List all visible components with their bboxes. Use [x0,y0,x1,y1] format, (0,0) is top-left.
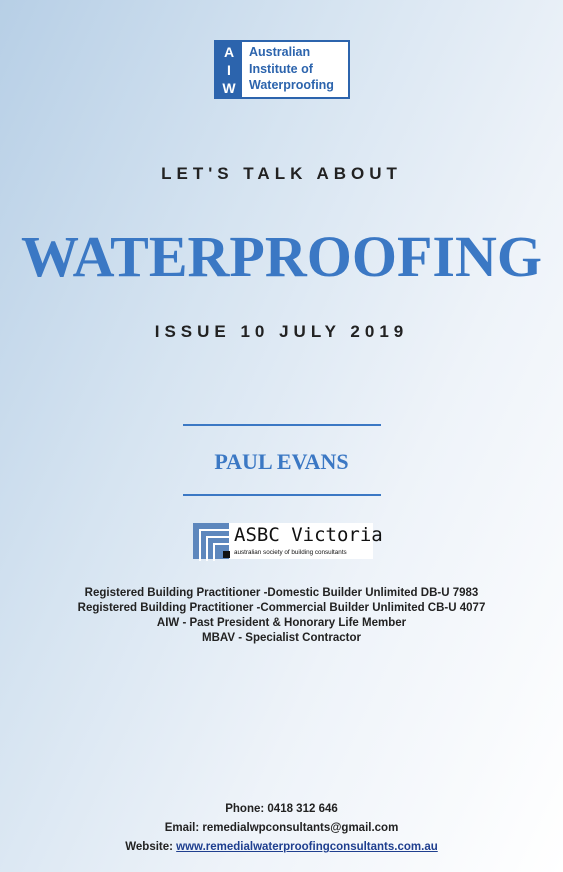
aiw-letter-block [216,42,242,97]
aiw-name-line: Australian [249,45,311,59]
cover-kicker: LET'S TALK ABOUT [161,164,402,183]
website-link[interactable]: www.remedialwaterproofingconsultants.com.au [176,841,438,853]
credential-line: AIW - Past President & Honorary Life Member [156,617,407,629]
contact-block [0,800,563,857]
divider-top [183,424,381,426]
aiw-letter-i: I [227,62,231,78]
divider-bottom [183,494,381,496]
aiw-name-line: Waterproofing [249,78,334,92]
credential-line: Registered Building Practitioner -Commercial Builder Unlimited CB-U 4077 [77,602,486,614]
email-label: Email: [164,822,200,834]
asbc-square-icon [223,551,230,558]
website-label: Website: [125,841,173,853]
phone-value: 0418 312 646 [267,803,338,815]
aiw-logo [214,40,350,99]
aiw-logo-name [249,44,349,94]
aiw-letter-w: W [222,80,236,96]
author-name: PAUL EVANS [214,449,349,474]
asbc-logo [193,523,383,559]
issue-date: ISSUE 10 JULY 2019 [154,322,409,341]
contact-phone [0,800,563,819]
contact-email [0,819,563,838]
cover-title: WATERPROOFING [21,224,542,289]
contact-website [0,838,563,857]
asbc-name: ASBC Victoria [234,524,383,546]
phone-label: Phone: [225,803,265,815]
aiw-letter-a: A [223,44,235,60]
asbc-tagline: australian society of building consultants [234,549,347,556]
aiw-name-line: Institute of [249,61,313,76]
credential-line: MBAV - Specialist Contractor [202,632,361,644]
credential-line: Registered Building Practitioner -Domestic Builder Unlimited DB-U 7983 [84,587,479,599]
credentials-block [0,586,563,646]
email-value: remedialwpconsultants@gmail.com [202,822,399,834]
